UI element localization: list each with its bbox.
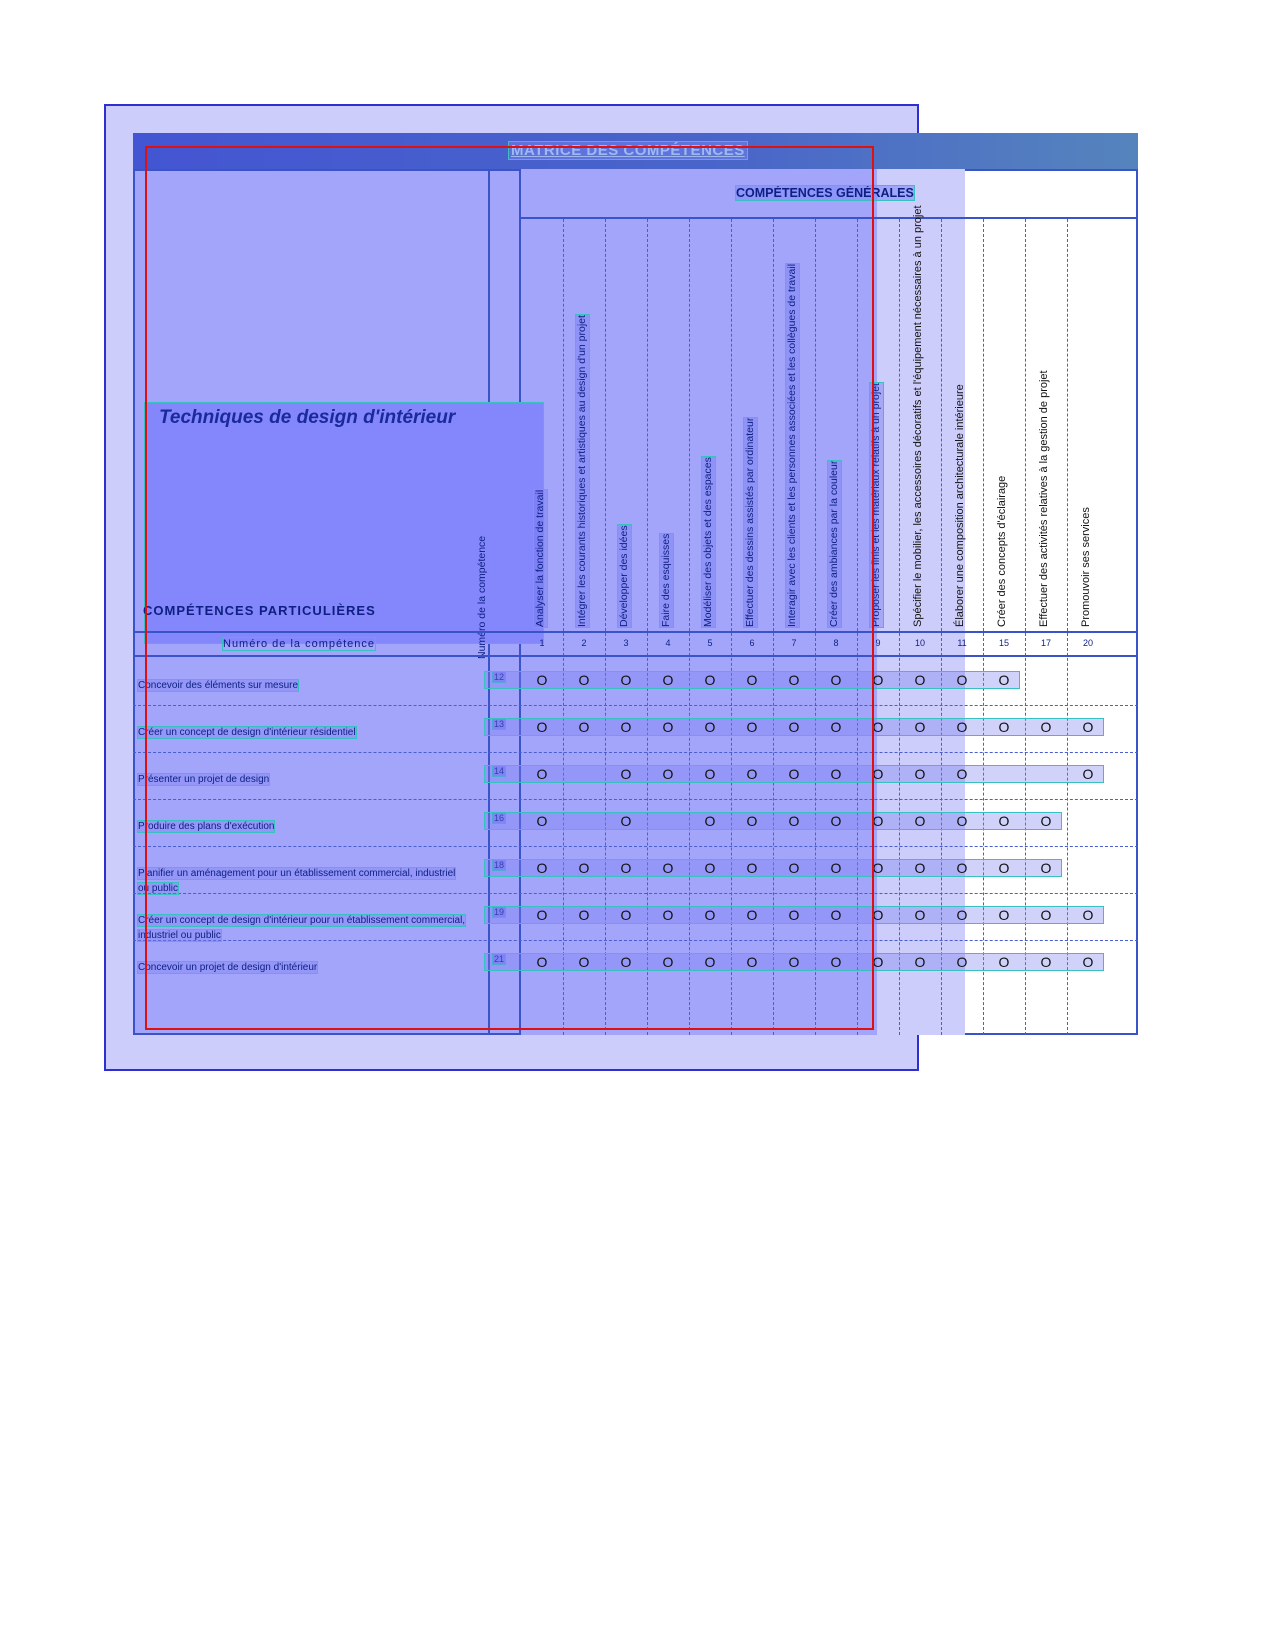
competency-mark: O: [746, 860, 758, 876]
competency-mark: O: [620, 719, 632, 735]
competency-mark: O: [578, 719, 590, 735]
competency-mark: O: [1082, 907, 1094, 923]
competency-mark: O: [872, 907, 884, 923]
general-competency-label: Faire des esquisses: [660, 533, 672, 627]
competency-mark: O: [872, 954, 884, 970]
row-highlight: [485, 813, 1061, 829]
competency-mark: O: [830, 860, 842, 876]
competency-mark: O: [914, 813, 926, 829]
general-competency-label: Effectuer des activités relatives à la gestion de projet: [1038, 370, 1050, 627]
particular-competency-text: Créer un concept de design d'intérieur pour un établissement commercial, industriel ou public: [138, 915, 466, 941]
competency-mark: O: [662, 672, 674, 688]
competency-mark: O: [704, 813, 716, 829]
particular-competency-label: [138, 913, 468, 943]
matrix-title: MATRICE DES COMPÉTENCES: [511, 142, 745, 159]
competency-mark: O: [956, 860, 968, 876]
particular-competency-text: Concevoir un projet de design d'intérieur: [138, 962, 318, 973]
competency-mark: O: [746, 719, 758, 735]
competency-mark: O: [536, 672, 548, 688]
competency-mark: O: [1040, 813, 1052, 829]
particular-competency-number: 12: [494, 672, 505, 682]
competency-mark: O: [956, 954, 968, 970]
competency-mark: O: [872, 672, 884, 688]
general-competency-number: 6: [749, 638, 755, 648]
competency-mark: O: [704, 860, 716, 876]
general-competency-number: 5: [707, 638, 713, 648]
competency-mark: O: [788, 813, 800, 829]
competency-mark: O: [1082, 719, 1094, 735]
competency-mark: O: [788, 860, 800, 876]
competency-mark: O: [956, 813, 968, 829]
general-competency-label: Intégrer les courants historiques et artistiques au design d'un projet: [576, 315, 588, 627]
general-competency-number: 1: [539, 638, 545, 648]
competency-mark: O: [914, 719, 926, 735]
competency-mark: O: [620, 672, 632, 688]
general-shaded-region: [521, 169, 877, 1035]
general-competency-number: 2: [581, 638, 587, 648]
particular-header: COMPÉTENCES PARTICULIÈRES: [143, 603, 376, 618]
general-competency-label: Proposer les finis et les matériaux relatifs à un projet: [870, 383, 882, 627]
competency-mark: O: [662, 719, 674, 735]
competency-mark: O: [578, 672, 590, 688]
competency-mark: O: [1040, 954, 1052, 970]
competency-mark: O: [830, 907, 842, 923]
competency-mark: O: [830, 954, 842, 970]
competency-mark: O: [578, 907, 590, 923]
general-competency-label: Effectuer des dessins assistés par ordinateur: [744, 417, 756, 627]
row-divider: [133, 799, 1138, 800]
competency-mark: O: [788, 766, 800, 782]
general-competency-number: 11: [957, 638, 967, 648]
general-competency-label: Élaborer une composition architecturale intérieure: [954, 384, 966, 627]
particular-competency-label: [138, 725, 468, 740]
competency-mark: O: [620, 860, 632, 876]
competency-mark: O: [914, 766, 926, 782]
competency-mark: O: [704, 672, 716, 688]
competency-mark: O: [998, 672, 1010, 688]
competency-mark: O: [662, 766, 674, 782]
competency-mark: O: [1040, 860, 1052, 876]
particular-competency-number: 16: [494, 813, 505, 823]
general-competency-number: 7: [791, 638, 797, 648]
general-header-text: COMPÉTENCES GÉNÉRALES: [736, 186, 914, 200]
general-competency-number: 10: [914, 638, 925, 648]
competency-mark: O: [578, 860, 590, 876]
competency-mark: O: [788, 719, 800, 735]
particular-competency-number: 19: [494, 907, 505, 917]
general-competency-number: 4: [665, 638, 671, 648]
competency-mark: O: [1082, 766, 1094, 782]
competency-mark: O: [998, 719, 1010, 735]
competency-mark: O: [704, 766, 716, 782]
row-divider: [133, 705, 1138, 706]
particular-competency-label: [138, 866, 468, 896]
competency-mark: O: [662, 860, 674, 876]
competency-mark: O: [914, 954, 926, 970]
number-row-label: Numéro de la compétence: [223, 638, 376, 650]
particular-competency-text: Concevoir des éléments sur mesure: [138, 680, 299, 691]
competency-mark: O: [620, 907, 632, 923]
competency-mark: O: [746, 907, 758, 923]
competency-mark: O: [956, 672, 968, 688]
competency-mark: O: [998, 954, 1010, 970]
competency-mark: O: [536, 954, 548, 970]
competency-mark: O: [998, 907, 1010, 923]
particular-competency-number: 13: [494, 719, 505, 729]
general-competency-label: Développer des idées: [618, 525, 630, 627]
competency-mark: O: [536, 813, 548, 829]
general-competency-label: Analyser la fonction de travail: [534, 489, 546, 627]
general-competency-label: Promouvoir ses services: [1080, 507, 1092, 627]
competency-mark: O: [746, 766, 758, 782]
particular-competency-label: [138, 960, 468, 975]
header-divider: [133, 631, 1138, 633]
competency-mark: O: [914, 672, 926, 688]
competency-mark: O: [704, 954, 716, 970]
general-competency-number: 15: [998, 638, 1009, 648]
competency-mark: O: [956, 907, 968, 923]
competency-mark: O: [998, 860, 1010, 876]
competency-mark: O: [620, 954, 632, 970]
number-column-header: Numéro de la compétence: [476, 535, 488, 659]
particular-competency-number: 18: [494, 860, 505, 870]
title-bar: [133, 133, 1138, 169]
competency-mark: O: [536, 907, 548, 923]
particular-competency-text: Présenter un projet de design: [138, 774, 270, 785]
competency-mark: O: [998, 813, 1010, 829]
particular-competency-text: Produire des plans d'exécution: [138, 821, 275, 832]
competency-mark: O: [956, 766, 968, 782]
competency-mark: O: [872, 766, 884, 782]
competency-mark: O: [704, 719, 716, 735]
competency-mark: O: [620, 813, 632, 829]
competency-mark: O: [746, 813, 758, 829]
competency-mark: O: [536, 766, 548, 782]
general-competency-number: 3: [623, 638, 629, 648]
general-competency-number: 9: [875, 638, 881, 648]
general-competency-number: 8: [833, 638, 839, 648]
competency-mark: O: [536, 860, 548, 876]
row-divider: [133, 752, 1138, 753]
row-divider: [133, 846, 1138, 847]
general-competency-number: 20: [1082, 638, 1093, 648]
competency-mark: O: [830, 672, 842, 688]
general-competency-label: Créer des ambiances par la couleur: [828, 460, 840, 627]
competency-mark: O: [1040, 719, 1052, 735]
competency-mark: O: [1040, 907, 1052, 923]
general-header: [521, 169, 1138, 219]
competency-mark: O: [788, 672, 800, 688]
particular-competency-label: [138, 772, 468, 787]
competency-mark: O: [872, 719, 884, 735]
competency-mark: O: [914, 860, 926, 876]
competency-mark: O: [872, 813, 884, 829]
competency-mark: O: [746, 954, 758, 970]
competency-mark: O: [830, 719, 842, 735]
competency-mark: O: [662, 907, 674, 923]
competency-mark: O: [872, 860, 884, 876]
particular-competency-number: 14: [494, 766, 505, 776]
particular-competency-number: 21: [494, 954, 505, 964]
particular-competency-label: [138, 678, 468, 693]
competency-mark: O: [956, 719, 968, 735]
competency-mark: O: [788, 907, 800, 923]
particular-competency-label: [138, 819, 468, 834]
competency-mark: O: [830, 813, 842, 829]
particular-competency-text: Créer un concept de design d'intérieur résidentiel: [138, 727, 356, 738]
general-competency-label: Créer des concepts d'éclairage: [996, 475, 1008, 627]
competency-matrix: [133, 133, 1138, 1035]
competency-mark: O: [578, 954, 590, 970]
competency-mark: O: [536, 719, 548, 735]
competency-mark: O: [704, 907, 716, 923]
competency-mark: O: [620, 766, 632, 782]
competency-mark: O: [1082, 954, 1094, 970]
competency-mark: O: [746, 672, 758, 688]
row-highlight: [485, 860, 1061, 876]
competency-mark: O: [662, 954, 674, 970]
general-competency-label: Spécifier le mobilier, les accessoires décoratifs et l'équipement nécessaires à un projet: [912, 205, 924, 627]
competency-mark: O: [914, 907, 926, 923]
general-competency-label: Interagir avec les clients et les personnes associées et les collègues de travail: [786, 263, 798, 627]
competency-mark: O: [830, 766, 842, 782]
particular-competency-text: Planifier un aménagement pour un établissement commercial, industriel ou public: [138, 868, 456, 894]
general-competency-label: Modéliser des objets et des espaces: [702, 457, 714, 627]
program-title: Techniques de design d'intérieur: [159, 407, 456, 428]
general-competency-number: 17: [1040, 638, 1051, 648]
competency-mark: O: [788, 954, 800, 970]
number-row-divider: [133, 655, 1138, 657]
